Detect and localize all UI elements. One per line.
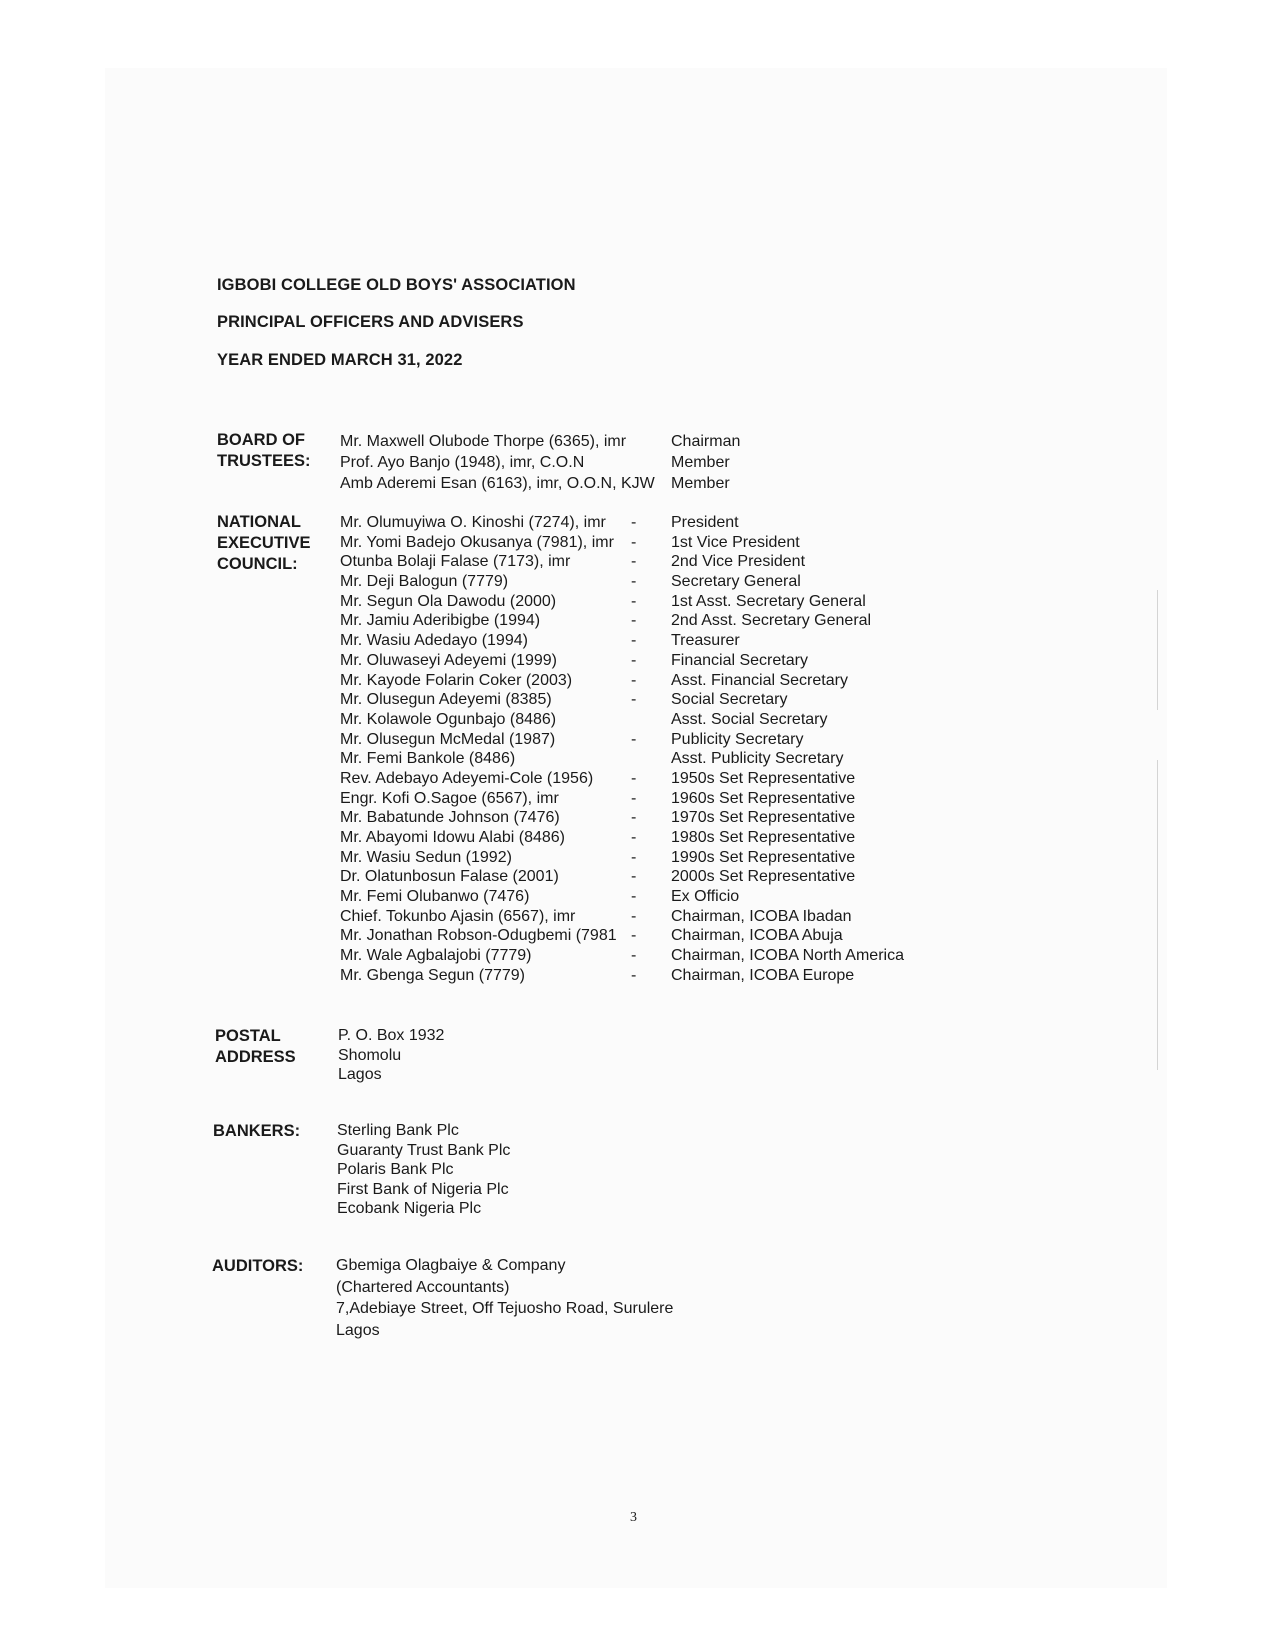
officer-name: Mr. Femi Olubanwo (7476) [340,888,530,906]
officer-role: Asst. Publicity Secretary [671,750,844,768]
separator-dash: - [631,907,637,925]
auditor-line: 7,Adebiaye Street, Off Tejuosho Road, Surulere [336,1300,674,1317]
officer-role: Treasurer [671,632,740,650]
officer-role: Member [671,454,730,471]
page-number: 3 [630,1510,637,1525]
officer-role: Member [671,475,730,492]
separator-dash: - [631,927,637,945]
separator-dash: - [631,829,637,846]
separator-dash: - [631,868,637,886]
officer-name: Mr. Olusegun McMedal (1987) [340,730,556,748]
separator-dash: - [631,514,637,531]
officer-name: Mr. Maxwell Olubode Thorpe (6365), imr [340,433,627,450]
officer-name: Mr. Segun Ola Dawodu (2000) [340,592,557,610]
officer-role: Asst. Financial Secretary [671,671,848,689]
officer-name: Mr. Gbenga Segun (7779) [340,966,526,984]
board-of-trustees-label: BOARD OF TRUSTEES: [217,431,311,470]
officer-name: Mr. Wale Agbalajobi (7779) [340,947,532,965]
officer-name: Mr. Wasiu Adedayo (1994) [340,632,528,650]
officer-name: Amb Aderemi Esan (6163), imr, O.O.N, KJW [340,475,655,492]
separator-dash: - [631,573,637,591]
officer-name: Prof. Ayo Banjo (1948), imr, C.O.N [340,454,585,471]
separator-dash: - [631,947,637,965]
bank-name: Guaranty Trust Bank Plc [337,1141,511,1159]
separator-dash: - [631,592,637,610]
national-executive-council-label: NATIONAL EXECUTIVE COUNCIL: [217,513,311,573]
separator-dash: - [631,533,637,551]
auditor-line: Gbemiga Olagbaiye & Company [336,1257,566,1274]
postal-address-lines [338,1026,444,1085]
officer-role: 1st Asst. Secretary General [671,592,866,610]
officer-role: 1960s Set Representative [671,789,856,807]
officer-role: Financial Secretary [671,651,808,669]
scan-edge-mark [1157,590,1158,710]
bankers-label: BANKERS: [213,1122,301,1140]
officer-role: 1st Vice President [671,533,800,551]
bankers-lines [337,1121,510,1219]
postal-address-label: POSTAL ADDRESS [215,1027,296,1066]
officer-role: 2000s Set Representative [671,868,856,886]
officer-name: Mr. Femi Bankole (8486) [340,750,516,768]
address-line: Shomolu [338,1046,402,1064]
separator-dash: - [631,966,637,984]
officer-name: Dr. Olatunbosun Falase (2001) [340,868,559,886]
auditors-label: AUDITORS: [212,1257,304,1275]
separator-dash: - [631,553,637,571]
section-title: PRINCIPAL OFFICERS AND ADVISERS [217,313,524,331]
officer-role: Chairman [671,433,741,450]
officer-role: Ex Officio [671,888,740,906]
officer-name: Mr. Yomi Badejo Okusanya (7981), imr [340,533,614,551]
separator-dash: - [631,651,637,669]
scan-edge-mark [1157,760,1158,1070]
bank-name: Sterling Bank Plc [337,1122,459,1139]
officer-role: 1990s Set Representative [671,848,856,866]
bank-name: First Bank of Nigeria Plc [337,1180,509,1198]
period-title: YEAR ENDED MARCH 31, 2022 [217,351,463,369]
separator-dash: - [631,730,637,748]
officer-role: Chairman, ICOBA Ibadan [671,907,852,925]
officer-name: Mr. Kolawole Ogunbajo (8486) [340,710,557,728]
address-line: P. O. Box 1932 [338,1027,445,1044]
officer-name: Mr. Jonathan Robson-Odugbemi (7981 [340,927,617,945]
address-line: Lagos [338,1066,382,1083]
auditors-lines [336,1255,673,1341]
officer-name: Mr. Kayode Folarin Coker (2003) [340,671,573,689]
officer-role: 2nd Vice President [671,553,806,571]
officer-name: Mr. Olusegun Adeyemi (8385) [340,691,552,709]
separator-dash: - [631,848,637,866]
officer-role: Social Secretary [671,691,788,709]
officer-role: 1950s Set Representative [671,769,856,787]
officer-name: Mr. Deji Balogun (7779) [340,573,509,591]
separator-dash: - [631,769,637,787]
officer-name: Mr. Wasiu Sedun (1992) [340,848,512,866]
officer-name: Otunba Bolaji Falase (7173), imr [340,553,571,571]
officer-role: 1980s Set Representative [671,829,856,846]
officer-name: Rev. Adebayo Adeyemi-Cole (1956) [340,769,594,787]
auditor-line: (Chartered Accountants) [336,1278,510,1296]
auditor-line: Lagos [336,1321,380,1339]
bank-name: Ecobank Nigeria Plc [337,1200,482,1217]
officer-role: 2nd Asst. Secretary General [671,612,872,630]
officer-name: Chief. Tokunbo Ajasin (6567), imr [340,907,576,925]
officer-name: Mr. Olumuyiwa O. Kinoshi (7274), imr [340,514,606,531]
separator-dash: - [631,691,637,709]
officer-role: Chairman, ICOBA Abuja [671,927,843,945]
separator-dash: - [631,612,637,630]
officer-role: Asst. Social Secretary [671,710,828,728]
officer-name: Mr. Babatunde Johnson (7476) [340,809,560,827]
officer-role: Chairman, ICOBA North America [671,947,904,965]
officer-role: 1970s Set Representative [671,809,856,827]
officer-name: Mr. Abayomi Idowu Alabi (8486) [340,829,566,846]
separator-dash: - [631,789,637,807]
officer-role: Secretary General [671,573,801,591]
separator-dash: - [631,888,637,906]
officer-role: President [671,514,739,531]
association-title: IGBOBI COLLEGE OLD BOYS' ASSOCIATION [217,276,576,294]
officer-name: Engr. Kofi O.Sagoe (6567), imr [340,789,559,807]
officer-name: Mr. Oluwaseyi Adeyemi (1999) [340,651,557,669]
officer-role: Chairman, ICOBA Europe [671,966,855,984]
separator-dash: - [631,809,637,827]
officer-role: Publicity Secretary [671,730,804,748]
separator-dash: - [631,632,637,650]
officer-name: Mr. Jamiu Aderibigbe (1994) [340,612,541,630]
bank-name: Polaris Bank Plc [337,1161,454,1178]
separator-dash: - [631,671,637,689]
